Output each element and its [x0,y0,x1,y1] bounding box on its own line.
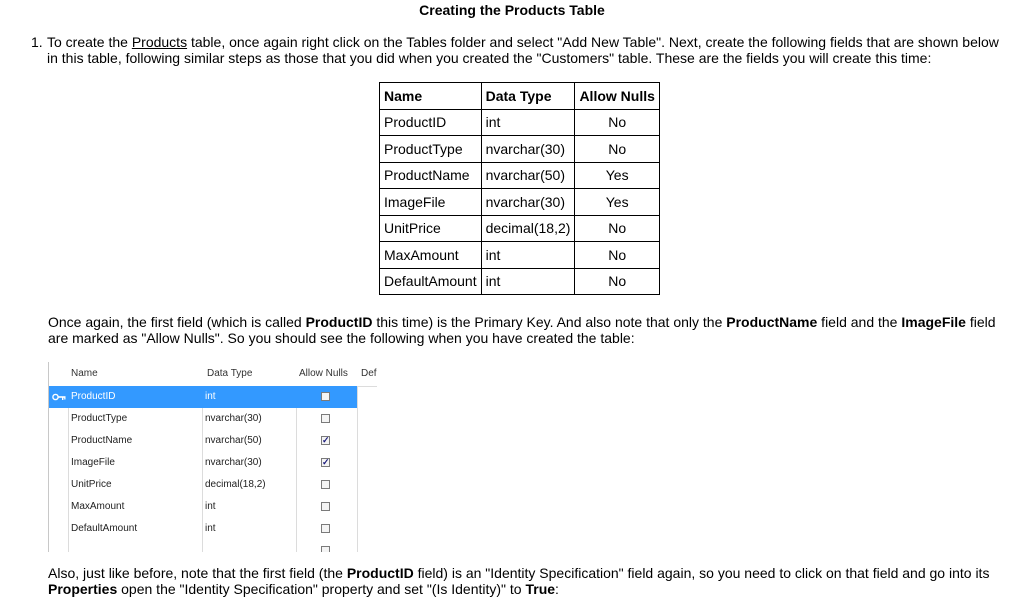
row-selector[interactable] [49,474,67,496]
allow-nulls-checkbox[interactable] [321,524,330,533]
grid-row[interactable] [49,408,377,430]
grid-cell-allow-nulls [297,518,377,540]
page-title: Creating the Products Table [419,2,605,18]
spec-cell-name: DefaultAmount [380,268,482,295]
grid-cell-allow-nulls [297,408,377,430]
grid-cell-data-type[interactable]: nvarchar(50) [205,435,262,446]
allow-nulls-checkbox[interactable] [321,414,330,423]
spec-cell-allow-nulls: No [575,109,659,136]
products-link[interactable]: Products [131,34,188,50]
grid-cell-allow-nulls [297,452,377,474]
fields-spec-table [379,82,660,295]
allow-nulls-checkbox[interactable] [321,392,330,401]
para2-bold-productname: ProductName [726,314,818,330]
para3-bold-properties: Properties [48,581,118,597]
grid-cell-data-type[interactable]: int [205,501,216,512]
row-selector[interactable] [49,496,67,518]
row-selector[interactable] [49,386,67,408]
spec-cell-allow-nulls: Yes [575,189,659,216]
grid-row[interactable] [49,430,377,452]
spec-row [380,189,660,216]
para2-text: this time) is the Primary Key. And also note that only the [372,314,727,330]
grid-row[interactable] [49,452,377,474]
table-designer-grid [48,362,377,552]
spec-row [380,136,660,163]
grid-cell-name[interactable]: ProductName [71,435,133,446]
para3-text: open the "Identity Specification" property and set "(Is Identity)" to [117,581,526,597]
para2-text: field are marked as "Allow Nulls". So you should see the following when you have created the table: [48,314,996,346]
row-selector[interactable] [49,408,67,430]
row-selector[interactable] [49,430,67,452]
spec-row [380,242,660,269]
spec-cell-name: ProductID [380,109,482,136]
spec-header-data-type: Data Type [481,83,575,110]
primary-key-icon [52,393,66,401]
grid-row[interactable] [49,474,377,496]
grid-cell-name[interactable]: ProductID [71,391,116,402]
step-1-text-pre: To create the [47,34,132,50]
grid-cell-name[interactable]: ProductType [71,413,128,424]
spec-cell-allow-nulls: No [575,215,659,242]
grid-row[interactable] [49,496,377,518]
para3-bold-true: True [525,581,556,597]
spec-cell-name: ProductName [380,162,482,189]
spec-row [380,215,660,242]
allow-nulls-checkbox[interactable] [321,502,330,511]
spec-header-allow-nulls: Allow Nulls [575,83,659,110]
row-selector[interactable] [49,452,67,474]
step-number: 1. [31,34,43,50]
grid-cell-name[interactable]: DefaultAmount [71,523,138,534]
spec-header-name: Name [380,83,482,110]
spec-cell-allow-nulls: No [575,136,659,163]
grid-row[interactable] [49,386,357,408]
spec-cell-name: ProductType [380,136,482,163]
paragraph-2 [48,314,1013,346]
grid-cell-data-type[interactable]: nvarchar(30) [205,457,262,468]
para3-bold-productid: ProductID [346,565,414,581]
spec-row [380,109,660,136]
spec-row [380,268,660,295]
row-selector[interactable] [49,518,67,540]
grid-header-name[interactable]: Name [71,368,98,379]
grid-cell-data-type[interactable]: int [205,391,216,402]
spec-cell-allow-nulls: No [575,268,659,295]
grid-header-allow-nulls[interactable]: Allow Nulls [299,368,348,379]
spec-cell-data-type: nvarchar(30) [481,136,575,163]
allow-nulls-checkbox[interactable] [321,436,330,445]
grid-cell-allow-nulls [297,474,377,496]
para3-text: Also, just like before, note that the first field (the [48,565,347,581]
spec-cell-allow-nulls: No [575,242,659,269]
step-1-text-post: table, once again right click on the Tables folder and select "Add New Table". Next, create the following fields that are shown below in this table, following similar steps as those that you did when you created the "Customers" table. These are the fields you will create this time: [47,34,999,66]
allow-nulls-checkbox[interactable] [321,480,330,489]
allow-nulls-checkbox[interactable] [321,546,330,552]
grid-cell-allow-nulls [297,430,377,452]
para2-bold-imagefile: ImageFile [901,314,966,330]
para3-text: : [555,581,559,597]
grid-cell-allow-nulls [297,496,377,518]
allow-nulls-checkbox[interactable] [321,458,330,467]
spec-cell-data-type: decimal(18,2) [481,215,575,242]
grid-cell-name[interactable]: MaxAmount [71,501,125,512]
grid-header-data-type[interactable]: Data Type [207,368,253,379]
spec-cell-data-type: nvarchar(30) [481,189,575,216]
para2-bold-productid: ProductID [305,314,373,330]
step-1-paragraph [31,34,1011,66]
grid-cell-data-type[interactable]: decimal(18,2) [205,479,266,490]
grid-cell-allow-nulls [297,386,377,408]
grid-cell-name[interactable]: UnitPrice [71,479,112,490]
grid-cell-allow-nulls [297,540,377,552]
grid-row-new[interactable] [49,540,377,552]
grid-header-default[interactable]: Def [361,368,377,379]
spec-row [380,162,660,189]
spec-cell-data-type: nvarchar(50) [481,162,575,189]
grid-cell-data-type[interactable]: nvarchar(30) [205,413,262,424]
grid-cell-data-type[interactable]: int [205,523,216,534]
grid-cell-name[interactable]: ImageFile [71,457,115,468]
para2-text: field and the [817,314,902,330]
spec-cell-allow-nulls: Yes [575,162,659,189]
spec-cell-data-type: int [481,242,575,269]
para2-text: Once again, the first field (which is called [48,314,306,330]
spec-cell-name: MaxAmount [380,242,482,269]
grid-header-row [49,362,377,387]
spec-cell-data-type: int [481,268,575,295]
spec-cell-data-type: int [481,109,575,136]
spec-cell-name: UnitPrice [380,215,482,242]
grid-row[interactable] [49,518,377,540]
paragraph-3 [48,565,1013,597]
spec-cell-name: ImageFile [380,189,482,216]
para3-text: field) is an "Identity Specification" field again, so you need to click on that field and go into its [413,565,990,581]
